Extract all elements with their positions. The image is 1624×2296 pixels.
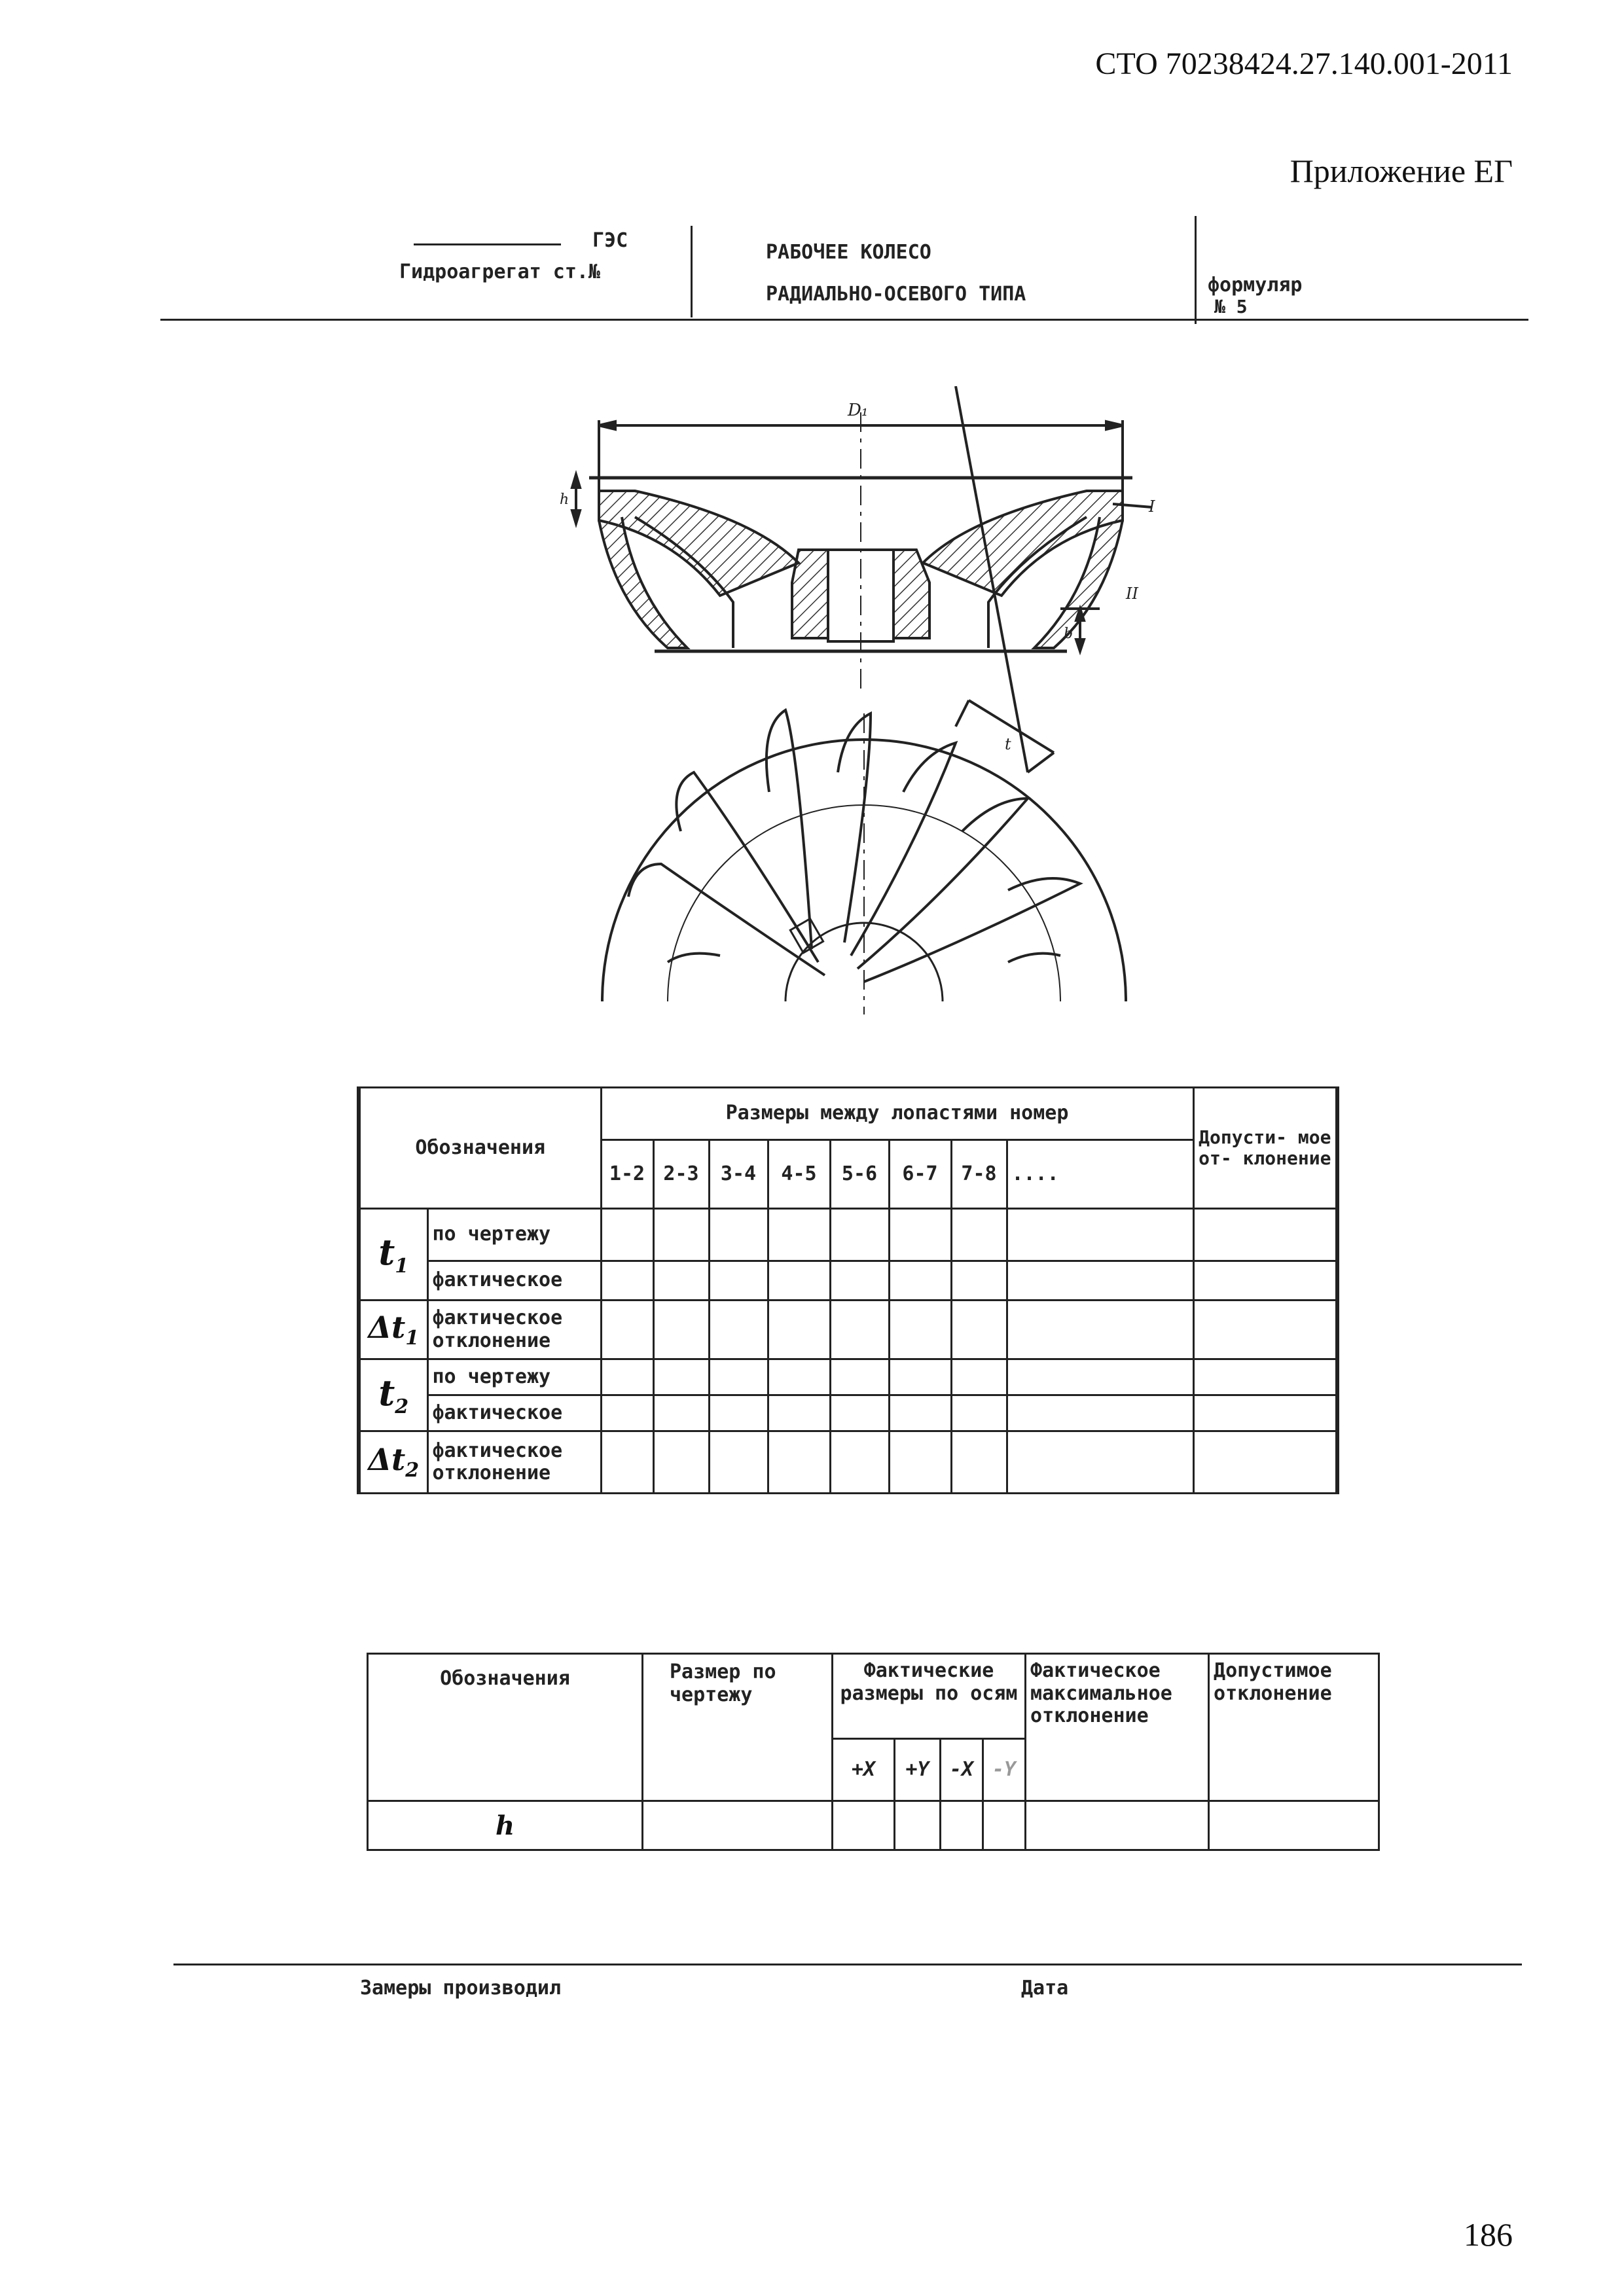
axis-minus-y: -Y	[983, 1739, 1026, 1801]
pair-2-3: 2-3	[653, 1140, 709, 1209]
label-pitch-t1: t	[1005, 735, 1011, 753]
row-label: фактическое отклонение	[427, 1431, 601, 1494]
title-line-2: РАДИАЛЬНО-ОСЕВОГО ТИПА	[766, 283, 1026, 306]
form-number: № 5	[1214, 296, 1248, 317]
appendix-label: Приложение ЕГ	[1290, 152, 1513, 189]
label-d1: D₁	[848, 401, 869, 420]
label-section-1: I	[1149, 497, 1155, 516]
pitch-table-header-designation: Обозначения	[359, 1088, 601, 1209]
label-h: h	[560, 492, 569, 508]
symbol-delta-t2: $\Delta t_2$	[359, 1431, 427, 1494]
runner-drawing	[537, 386, 1165, 1014]
table-row	[368, 1801, 1379, 1850]
runner-plan-view	[602, 386, 1126, 1014]
symbol-h: h	[368, 1801, 643, 1850]
measured-by-label: Замеры производил	[360, 1977, 562, 2000]
label-section-2: II	[1126, 584, 1138, 603]
pair-more: ....	[1007, 1140, 1193, 1209]
row-label: по чертежу	[427, 1359, 601, 1395]
height-table-header-size: Размер по чертежу	[643, 1654, 833, 1801]
pitch-table	[357, 1086, 1339, 1494]
height-table-header-tolerance: Допустимое отклонение	[1209, 1654, 1379, 1801]
symbol-t2: $t_2$	[359, 1359, 427, 1431]
table-row	[359, 1395, 1337, 1431]
unit-label: Гидроагрегат ст.№	[399, 260, 601, 283]
footer-rule	[173, 1964, 1522, 1965]
header-divider-2	[1195, 216, 1197, 324]
date-label: Дата	[1021, 1977, 1069, 2000]
pair-4-5: 4-5	[768, 1140, 830, 1209]
row-label: фактическое	[427, 1395, 601, 1431]
axis-plus-x: +X	[833, 1739, 895, 1801]
table-row	[359, 1359, 1337, 1395]
row-label: по чертежу	[427, 1209, 601, 1261]
table-row	[359, 1300, 1337, 1359]
runner-section-view	[572, 412, 1152, 694]
pitch-table-header-tolerance: Допусти- мое от- клонение	[1193, 1088, 1337, 1209]
table-row	[359, 1209, 1337, 1261]
table-row	[359, 1261, 1337, 1300]
table-row	[359, 1431, 1337, 1494]
header-bottom-rule	[160, 319, 1528, 321]
height-table	[367, 1653, 1380, 1851]
row-label: фактическое отклонение	[427, 1300, 601, 1359]
pitch-table-header-sizes: Размеры между лопастями номер	[601, 1088, 1193, 1140]
height-table-header-actual: Фактические размеры по осям	[833, 1654, 1026, 1739]
height-table-header-designation: Обозначения	[368, 1654, 643, 1801]
label-b: b	[1064, 626, 1074, 642]
symbol-t1: $t_1$	[359, 1209, 427, 1300]
form-label: формуляр	[1208, 274, 1303, 296]
axis-minus-x: -X	[941, 1739, 983, 1801]
pair-1-2: 1-2	[601, 1140, 653, 1209]
height-table-header-max-dev: Фактическое максимальное отклонение	[1026, 1654, 1209, 1801]
pair-7-8: 7-8	[951, 1140, 1007, 1209]
title-line-1: РАБОЧЕЕ КОЛЕСО	[766, 241, 931, 264]
pair-5-6: 5-6	[830, 1140, 889, 1209]
axis-plus-y: +Y	[895, 1739, 941, 1801]
pair-6-7: 6-7	[889, 1140, 951, 1209]
station-underline	[414, 243, 561, 245]
station-label: ГЭС	[592, 229, 628, 252]
pair-3-4: 3-4	[709, 1140, 768, 1209]
symbol-delta-t1: $\Delta t_1$	[359, 1300, 427, 1359]
page-number: 186	[1464, 2216, 1513, 2253]
row-label: фактическое	[427, 1261, 601, 1300]
header-divider-1	[691, 226, 693, 317]
standard-code: СТО 70238424.27.140.001-2011	[1095, 46, 1513, 81]
